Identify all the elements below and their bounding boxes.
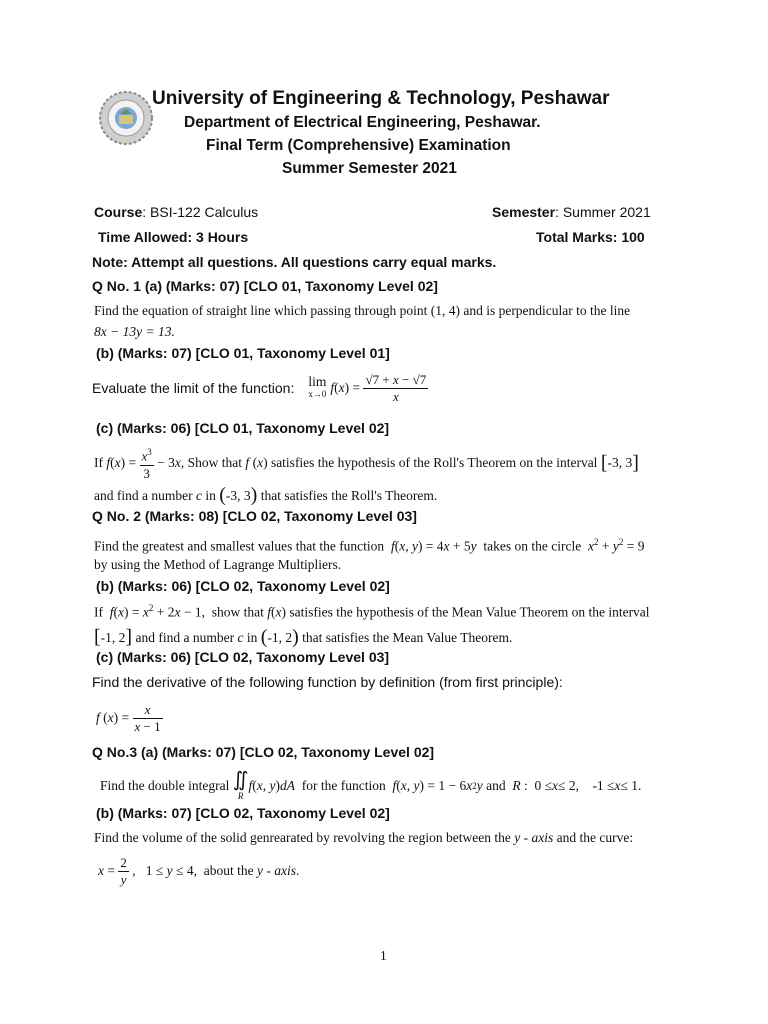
time-allowed: Time Allowed: 3 Hours [98, 229, 249, 245]
q3a-heading: Q No.3 (a) (Marks: 07) [CLO 02, Taxonomy Level 02] [92, 744, 435, 760]
semester-value: : Summer 2021 [555, 204, 651, 220]
q1a-equation: 8x − 13y = 13. [94, 324, 175, 339]
course-label: Course [94, 204, 143, 220]
q2c-text: Find the derivative of the following function by definition (from first principle): [92, 674, 563, 690]
q3b-heading: (b) (Marks: 07) [CLO 02, Taxonomy Level 02] [96, 805, 390, 821]
q2c-heading: (c) (Marks: 06) [CLO 02, Taxonomy Level 03] [96, 649, 390, 665]
semester-line [492, 204, 651, 220]
note: Note: Attempt all questions. All questions carry equal marks. [92, 254, 497, 270]
q1c-line1: If f ( x ) = $\frac{x^3}{3}$ − 3 x , Show that f ( x ) satisfies the hypothesis of the Roll's Theorem on the interval [ -3, 3 ] [94, 445, 639, 481]
course-line [94, 204, 258, 220]
semester-title: Summer Semester 2021 [282, 160, 457, 177]
q2c-function: f ( x ) = $\frac{x}{x - 1}$ [96, 701, 161, 734]
university-logo [98, 90, 154, 146]
q3b-line1: Find the volume of the solid genrearated by revolving the region between the y - axis and the curve: [94, 830, 634, 845]
q2a-heading: Q No. 2 (Marks: 08) [CLO 02, Taxonomy Level 03] [92, 508, 417, 524]
q1b-heading: (b) (Marks: 07) [CLO 01, Taxonomy Level 01] [96, 345, 390, 361]
q1c-heading: (c) (Marks: 06) [CLO 01, Taxonomy Level 02] [96, 420, 390, 436]
page-number: 1 [380, 948, 387, 963]
q3b-curve: x = $\frac{2}{y}$ , 1 ≤ y ≤ 4, about the y - axis . [98, 854, 300, 887]
total-marks: Total Marks: 100 [536, 229, 645, 245]
course-value: : BSI-122 Calculus [142, 204, 259, 220]
semester-label: Semester [492, 204, 556, 220]
q2b-line2: [ -1, 2 ] and find a number c in ( -1, 2 ) that satisfies the Mean Value Theorem. [94, 626, 513, 648]
q1a-text: Find the equation of straight line which passing through point (1, 4) and is perpendicular to the line [94, 303, 631, 318]
university-title: University of Engineering & Technology, Peshawar [152, 88, 610, 109]
q1b-limit: lim x→0 f ( x ) = $\frac{√7 + x - √7}{x}$ [308, 371, 427, 404]
q2a-line1: Find the greatest and smallest values that the function f(x, y) = 4x + 5y takes on the circle $x^2 + y^2 = 9$ [94, 537, 645, 554]
q1b-line [92, 368, 428, 408]
q2b-line1: If $f(x) = x^2 + 2x - 1$, show that f(x) satisfies the hypothesis of the Mean Value Theorem on the interval [94, 603, 650, 620]
q3a-line: Find the double integral ∬ R f ( x, y ) dA for the function f ( x, y ) = 1 − 6 x 2 y and R : 0 ≤ x ≤ 2, -1 ≤ x ≤ 1. [100, 769, 642, 801]
q2b-heading: (b) (Marks: 06) [CLO 02, Taxonomy Level 02] [96, 578, 390, 594]
department-title: Department of Electrical Engineering, Peshawar. [184, 114, 541, 131]
q1b-fraction: $\frac{√7 + x - √7}{x}$ [365, 371, 427, 404]
q1a-heading: Q No. 1 (a) (Marks: 07) [CLO 01, Taxonomy Level 02] [92, 278, 438, 294]
q2a-line2: by using the Method of Lagrange Multipliers. [94, 557, 342, 572]
q1b-text: Evaluate the limit of the function: [92, 380, 295, 396]
exam-title: Final Term (Comprehensive) Examination [206, 137, 511, 154]
q1c-line2: and find a number c in ( -3, 3 ) that satisfies the Roll's Theorem. [94, 484, 438, 506]
